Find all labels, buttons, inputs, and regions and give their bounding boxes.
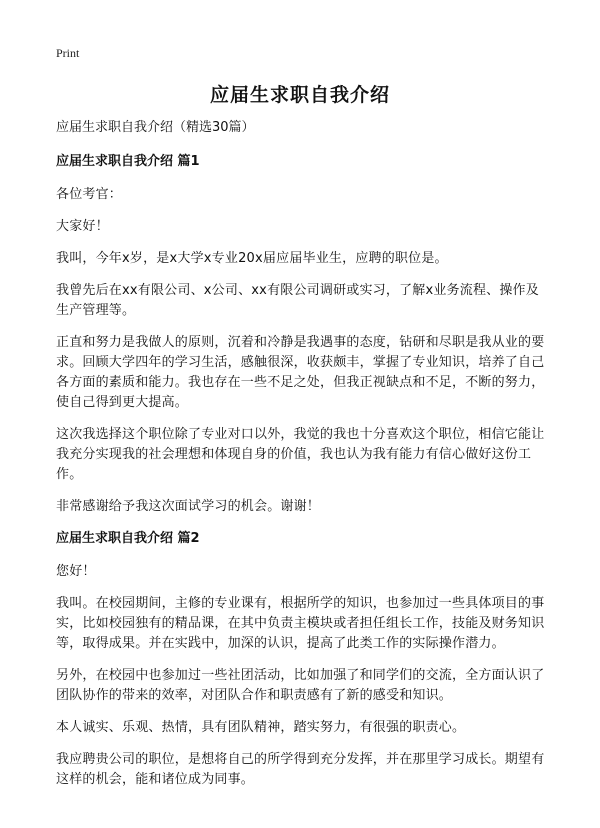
document-subtitle: 应届生求职自我介绍（精选30篇） [56,120,255,135]
paragraph: 我曾先后在xx有限公司、x公司、xx有限公司调研或实习，了解x业务流程、操作及生产管理等。 [56,283,539,318]
section-heading: 应届生求职自我介绍 篇2 [56,531,200,546]
document-body [56,118,548,802]
document-title: 应届生求职自我介绍 [209,84,390,106]
paragraph: 正直和努力是我做人的原则，沉着和冷静是我遇事的态度，钻研和尽职是我从业的要求。回顾大学四年的学习生活，感触很深，收获颇丰，掌握了专业知识，培养了自己各方面的素质和能力。我也存在一些不足之处，但我正视缺点和不足，不断的努力，使自己得到更大提高。 [56,335,545,410]
paragraph: 大家好！ [56,219,109,234]
paragraph: 我叫。在校园期间，主修的专业课有，根据所学的知识，也参加过一些具体项目的事实，比如校园独有的精品课，在其中负责主模块或者担任组长工作，技能及财务知识等，取得成果。并在实践中，加深的认识，提高了此类工作的实际操作潜力。 [56,596,545,651]
section-2 [56,529,548,790]
paragraph: 非常感谢给予我这次面试学习的机会。谢谢！ [56,499,321,514]
section-1 [56,152,548,517]
paragraph: 我应聘贵公司的职位，是想将自己的所学得到充分发挥，并在那里学习成长。期望有这样的机会，能和诸位成为同事。 [56,752,545,787]
paragraph: 本人诚实、乐观、热情，具有团队精神，踏实努力，有很强的职责心。 [56,720,466,735]
paragraph: 这次我选择这个职位除了专业对口以外，我觉的我也十分喜欢这个职位，相信它能让我充分实现我的社会理想和体现自身的价值，我也认为我有能力有信心做好这份工作。 [56,427,545,482]
paragraph: 我叫，今年x岁，是x大学x专业20x届应届毕业生，应聘的职位是。 [56,251,448,266]
print-link[interactable]: Print [56,46,80,60]
paragraph: 各位考官： [56,187,123,202]
section-heading: 应届生求职自我介绍 篇1 [56,154,200,169]
paragraph: 您好！ [56,564,96,579]
paragraph: 另外，在校园中也参加过一些社团活动，比如加强了和同学们的交流，全方面认识了团队协作的带来的效率，对团队合作和职责感有了新的感受和知识。 [56,668,545,703]
